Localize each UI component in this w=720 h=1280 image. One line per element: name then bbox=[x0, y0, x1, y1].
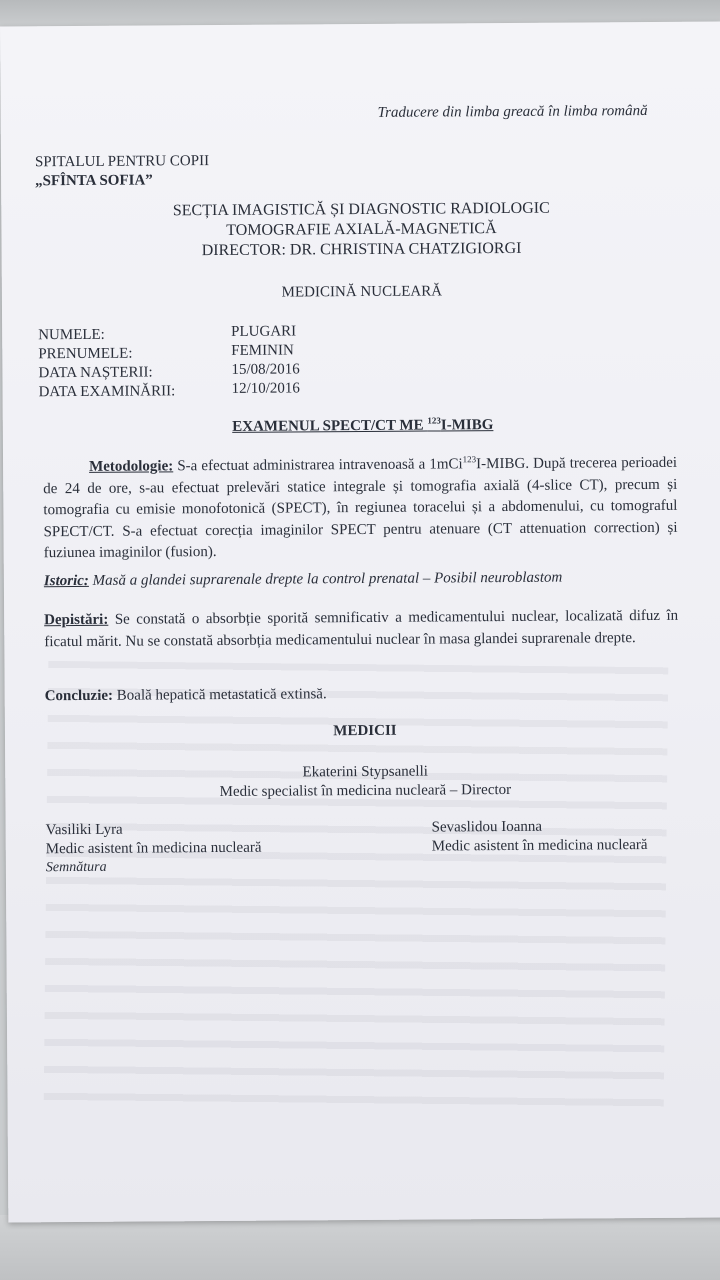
history-paragraph: Istoric: Masă a glandei suprarenale drepte la control prenatal – Posibil neuroblastom bbox=[43, 569, 563, 590]
methodology-label: Metodologie: bbox=[89, 458, 174, 475]
director-name: Ekaterini Stypsanelli bbox=[302, 763, 428, 781]
birthdate-value: 15/08/2016 bbox=[231, 361, 300, 378]
background-bottom bbox=[0, 1215, 720, 1280]
exam-date-value: 12/10/2016 bbox=[231, 380, 300, 397]
department-title: SECȚIA IMAGISTICĂ ȘI DIAGNOSTIC RADIOLOGIC bbox=[172, 199, 550, 220]
surname-label: PRENUMELE: bbox=[38, 345, 133, 363]
document-page bbox=[0, 21, 720, 1222]
section-title: MEDICINĂ NUCLEARĂ bbox=[281, 283, 443, 301]
findings-paragraph: Depistări: Se constată o absorbție sporită semnificativ a medicamentului nuclear, localizată difuz în ficatul mărit. Nu se constată absorbția medicamentului nuclear în masa glandei suprarenale drepte. bbox=[44, 607, 679, 650]
methodology-paragraph: Metodologie: S-a efectuat administrarea intravenoasă a 1mCi$^{123}$I-MIBG. După trecerea perioadei de 24 de ore, s-au efectuat prelevări statice integrale și tomografia axială (4-slice CT), precum și tomografia cu emisie monofotonică (SPECT), în regiunea toracelui și a abdomenului, cu tomograful SPECT/CT. S-a efectuat corecția imaginilor SPECT pentru atenuare (CT attenuation correction) și fuziunea imaginilor (fusion). bbox=[43, 454, 678, 562]
exam-title: EXAMENUL SPECT/CT ME $^{123}$I-MIBG bbox=[232, 415, 494, 435]
hospital-subtitle: „SFÎNTA SOFIA” bbox=[35, 172, 153, 190]
right-doctor-name: Sevaslidou Ioanna bbox=[431, 818, 543, 836]
director-title: Medic specialist în medicina nucleară – Director bbox=[219, 781, 512, 800]
signature-label: Semnătura bbox=[45, 859, 107, 876]
doctors-heading: MEDICII bbox=[333, 722, 397, 740]
director-line: DIRECTOR: DR. CHRISTINA CHATZIGIORGI bbox=[201, 239, 522, 260]
surname-value: FEMININ bbox=[231, 342, 294, 359]
right-doctor-title: Medic asistent în medicina nucleară bbox=[431, 837, 648, 855]
birthdate-label: DATA NAȘTERII: bbox=[38, 364, 153, 382]
translation-note: Traducere din limba greacă în limba română bbox=[377, 102, 648, 121]
conclusion-label: Concluzie: bbox=[44, 687, 114, 705]
conclusion-paragraph: Concluzie: Boală hepatică metastatică extinsă. bbox=[44, 686, 327, 705]
left-doctor-title: Medic asistent în medicina nucleară bbox=[45, 839, 262, 858]
history-label: Istoric: bbox=[43, 572, 89, 590]
subdepartment-title: TOMOGRAFIE AXIALĂ-MAGNETICĂ bbox=[226, 220, 497, 239]
name-value: PLUGARI bbox=[231, 323, 297, 340]
left-doctor-name: Vasiliki Lyra bbox=[45, 821, 123, 839]
hospital-name: SPITALUL PENTRU COPII bbox=[34, 153, 210, 171]
exam-date-label: DATA EXAMINĂRII: bbox=[38, 383, 176, 401]
findings-label: Depistări: bbox=[44, 611, 109, 629]
name-label: NUMELE: bbox=[38, 326, 105, 344]
